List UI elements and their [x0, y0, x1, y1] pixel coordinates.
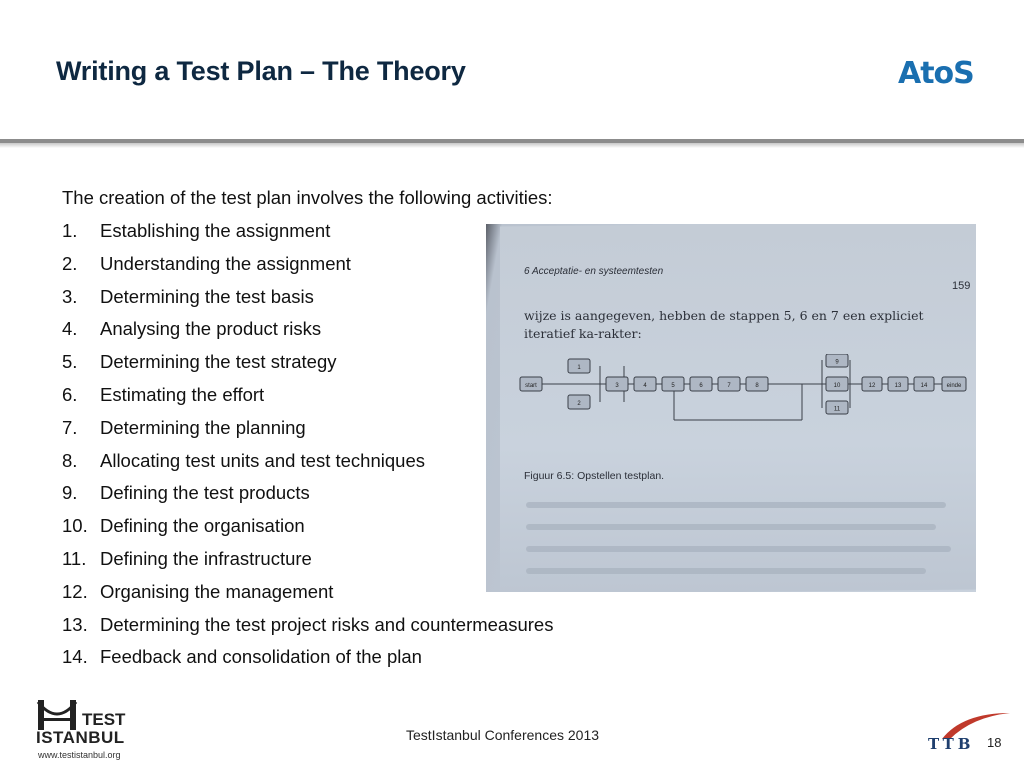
activity-number: 5. [62, 351, 78, 373]
logo-test-text: TEST [82, 710, 126, 729]
activity-text: Establishing the assignment [100, 220, 331, 241]
activity-item [62, 318, 553, 351]
activity-item [62, 286, 553, 319]
book-page-text: wijze is aangegeven, hebben de stappen 5, 6 en 7 een expliciet iteratief ka-rakter: [524, 308, 924, 341]
activity-text: Defining the test products [100, 482, 310, 504]
flow-step-5-label: 5 [671, 383, 675, 389]
flow-step-1-label: 1 [577, 365, 581, 371]
atos-logo: AtoS [898, 56, 974, 91]
activity-text: Analysing the product risks [100, 318, 322, 340]
activity-text: Defining the organisation [100, 515, 305, 537]
footer-conference: TestIstanbul Conferences 2013 [406, 727, 600, 743]
activity-item [62, 220, 553, 253]
activity-text: Feedback and consolidation of the plan [100, 646, 422, 668]
flow-step-2-label: 2 [577, 401, 581, 407]
activity-item [62, 482, 553, 515]
activity-text: Determining the test strategy [100, 351, 337, 373]
intro-text: The creation of the test plan involves the following activities: [62, 187, 553, 208]
flow-step-8-label: 8 [755, 383, 759, 389]
flow-step-10-label: 10 [833, 383, 841, 389]
header-divider-shadow [0, 143, 1024, 148]
book-page-photo [486, 224, 976, 592]
ttb-text: TTB [928, 735, 975, 753]
flow-step-14-label: 14 [920, 383, 928, 389]
book-figure-caption: Figuur 6.5: Opstellen testplan. [524, 470, 665, 482]
activity-text: Allocating test units and test techniques [100, 449, 425, 471]
activity-item [62, 646, 553, 679]
activity-text: Understanding the assignment [100, 252, 351, 274]
flow-start-label: start [525, 383, 537, 389]
flow-step-12-label: 12 [868, 383, 876, 389]
slide-title: Writing a Test Plan – The Theory [56, 56, 466, 86]
book-page-header: 6 Acceptatie- en systeemtesten [524, 266, 664, 277]
activity-text: Determining the test basis [100, 285, 314, 307]
activity-number: 12. [62, 580, 88, 602]
flow-step-13-label: 13 [894, 383, 902, 389]
activity-text: Determining the test project risks and countermeasures [100, 613, 554, 635]
flow-step-3-label: 3 [615, 383, 619, 389]
activity-number: 14. [62, 646, 88, 668]
activity-text: Organising the management [100, 580, 334, 602]
slide-page-number: 18 [987, 735, 1002, 750]
activity-item [62, 253, 553, 286]
blurred-text-line [526, 524, 936, 530]
activity-number: 3. [62, 285, 78, 307]
activity-item [62, 581, 553, 614]
activity-text: Estimating the effort [100, 383, 265, 405]
flow-step-11-label: 11 [833, 406, 841, 413]
flow-step-7-label: 7 [727, 383, 731, 389]
logo-istanbul-text: ISTANBUL [36, 728, 125, 747]
activity-number: 10. [62, 515, 88, 537]
test-plan-flow-diagram [516, 354, 976, 434]
blurred-text-line [526, 568, 926, 574]
activity-number: 8. [62, 449, 78, 471]
activity-number: 13. [62, 613, 88, 635]
activity-item [62, 614, 553, 647]
activity-text: Determining the planning [100, 416, 306, 438]
flow-step-6-label: 6 [699, 383, 703, 389]
bridge-icon [36, 696, 80, 732]
activity-item [62, 384, 553, 417]
flow-end-label: einde [946, 383, 962, 389]
activity-number: 11. [62, 547, 87, 569]
activity-item [62, 417, 553, 450]
activity-number: 9. [62, 482, 78, 504]
activity-text: Defining the infrastructure [100, 547, 312, 569]
activity-number: 2. [62, 252, 78, 274]
activity-number: 6. [62, 383, 78, 405]
activity-item [62, 548, 553, 581]
activity-item [62, 351, 553, 384]
activity-item [62, 515, 553, 548]
logo-url: www.testistanbul.org [38, 750, 121, 760]
blurred-text-line [526, 546, 951, 552]
book-page-number: 159 [952, 280, 971, 292]
blurred-text-line [526, 502, 946, 508]
flow-step-9-label: 9 [835, 359, 839, 366]
activity-list [62, 220, 553, 679]
activity-number: 7. [62, 416, 78, 438]
activity-item [62, 450, 553, 483]
flow-step-4-label: 4 [643, 383, 647, 389]
activity-number: 4. [62, 318, 78, 340]
activity-number: 1. [62, 220, 78, 241]
